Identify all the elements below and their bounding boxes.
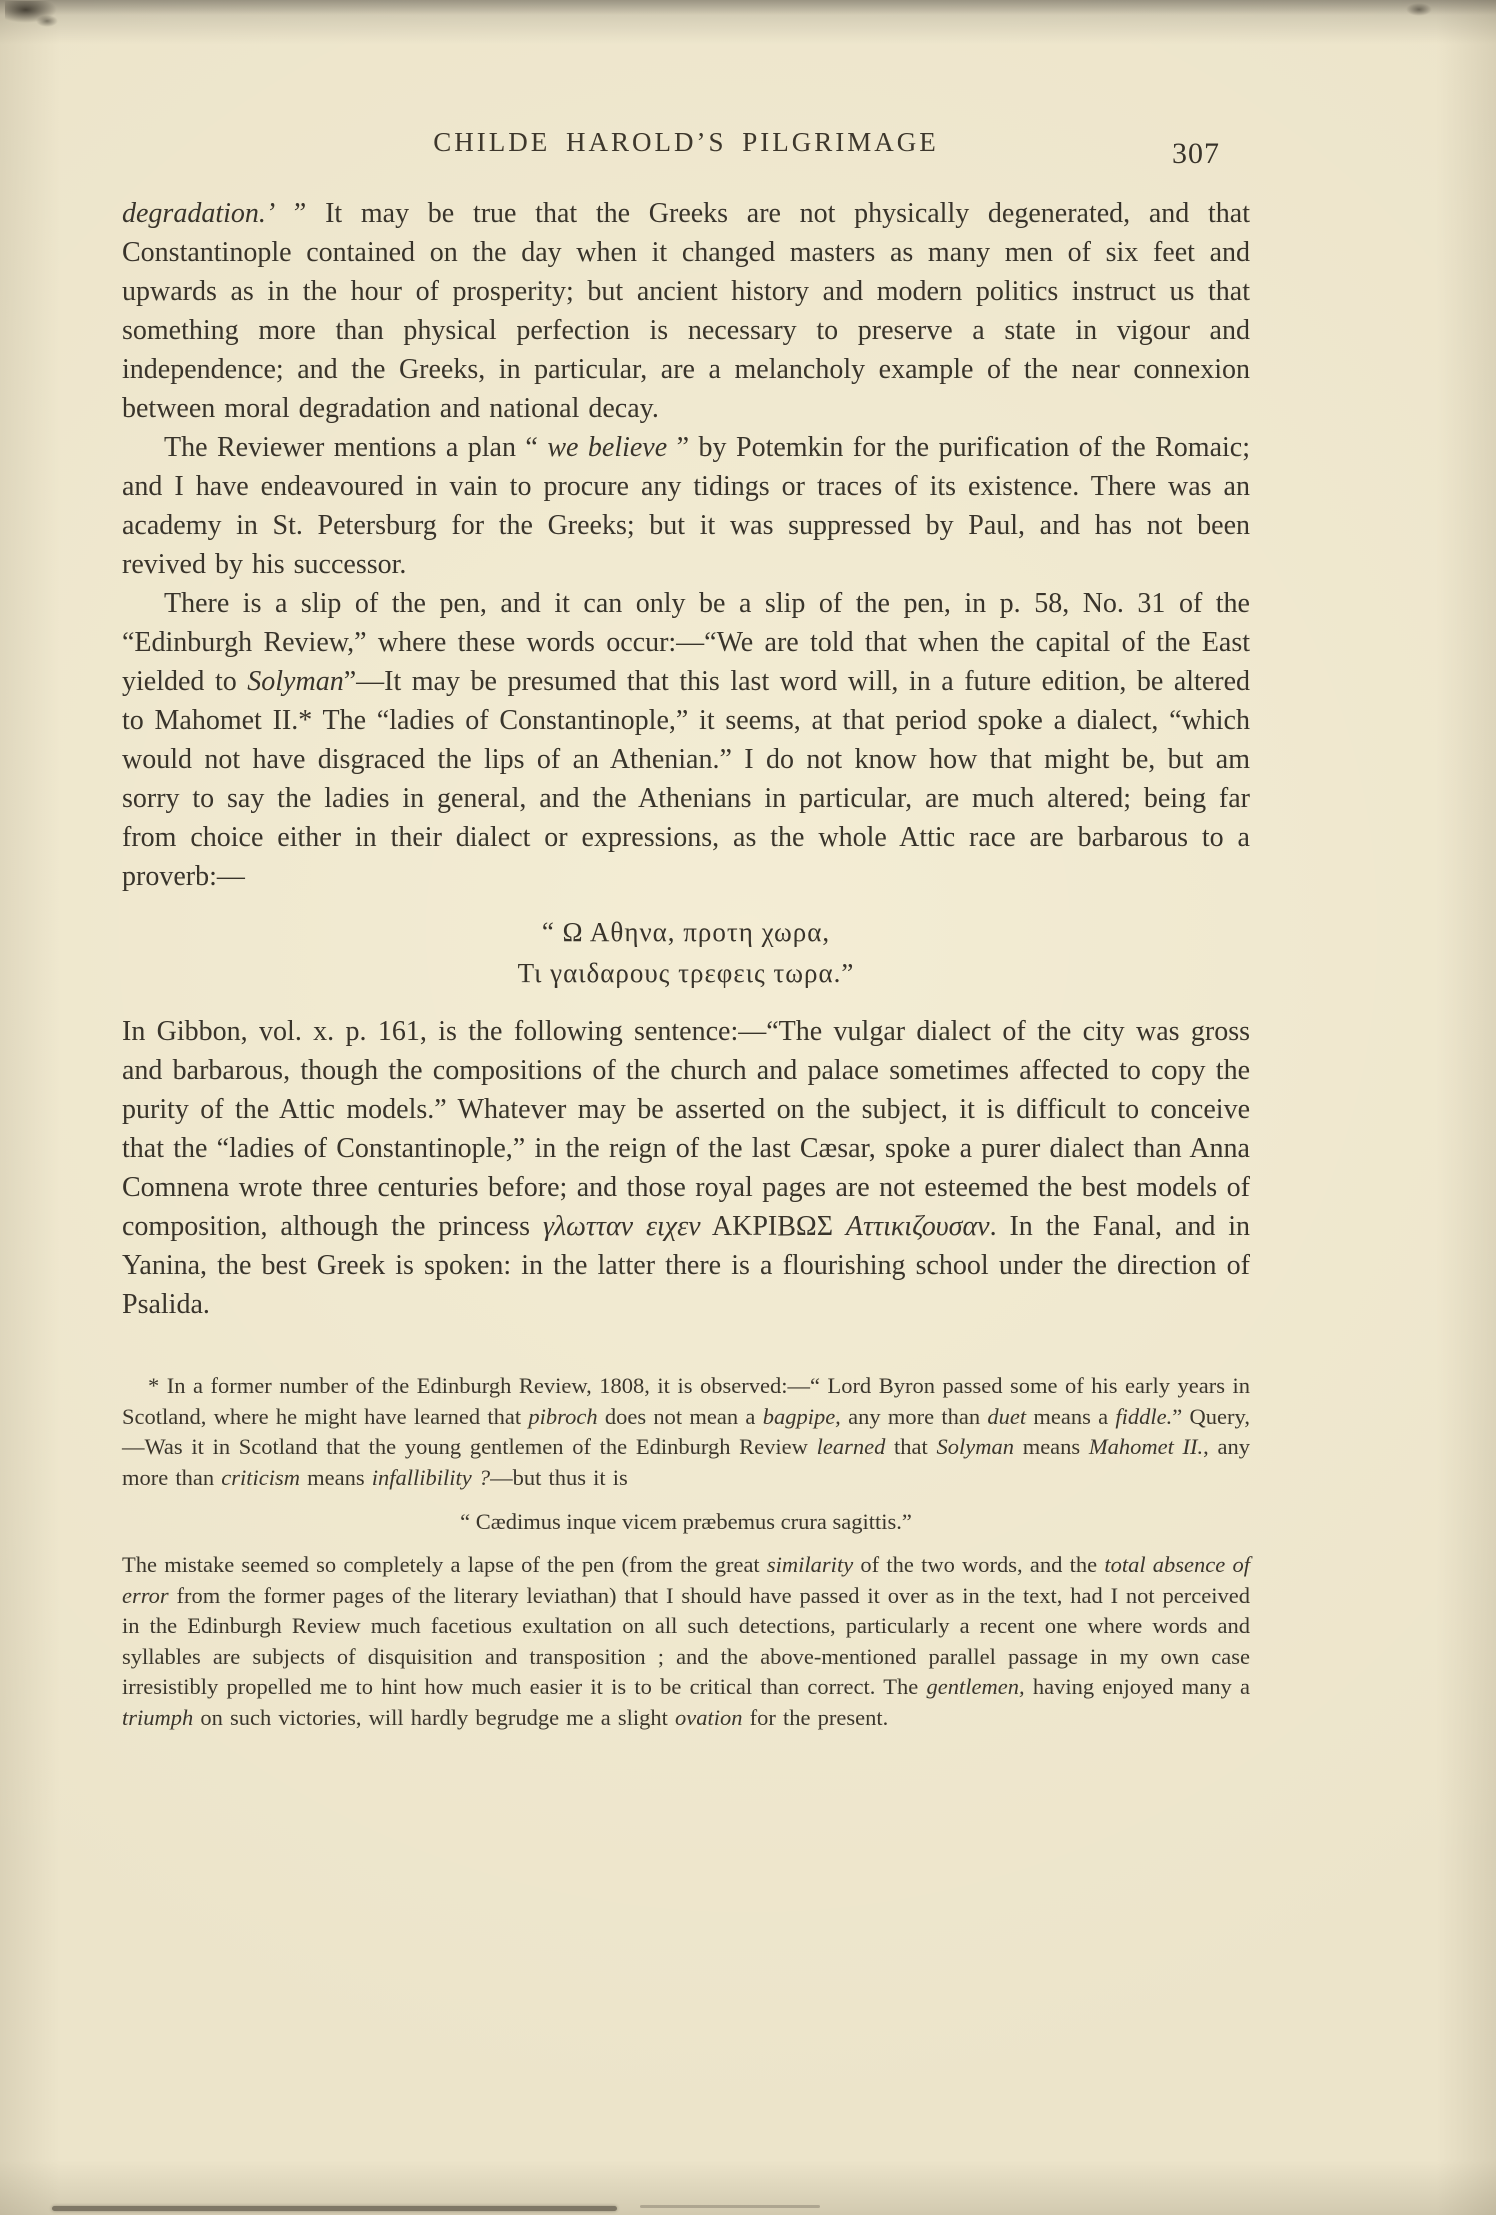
text-run: γλωτταν ειχεν: [542, 1211, 701, 1242]
text-run: from the former pages of the literary leviathan) that I should have passed it over as in the text, had I not perceived in the Edinburgh Review much facetious exultation on all such detections, particularly a recent one where words and syllables are subjects of disquisition and transposition ; and the above-mentioned parallel passage in my own case irresistibly propelled me to hint how much easier it is to be critical than correct. The: [122, 1582, 1250, 1699]
text-run: ”—It may be presumed that this last word will, in a future edition, be altered to Mahomet II.* The “ladies of Constantinople,” it seems, at that period spoke a dialect, “which would not have disgraced the lips of an Athenian.” I do not know how that might be, but am sorry to say the ladies in general, and the Athenians in particular, are much altered; being far from choice either in their dialect or expressions, as the whole Attic race are barbarous to a proverb:—: [122, 666, 1250, 892]
paragraph-slip-of-pen: [122, 584, 1250, 896]
text-run: any more than: [840, 1403, 988, 1429]
body-text: [122, 194, 1250, 1324]
text-run: It may be true that the Greeks are not physically degenerated, and that Constantinople contained on the day when it changed masters as many men of six feet and upwards as in the hour of prosperity; but ancient history and modern politics instruct us that something more than physical perfection is necessary to preserve a state in vigour and independence; and the Greeks, in particular, are a melancholy example of the near connexion between moral degradation and national decay.: [122, 198, 1250, 424]
text-run: means a: [1026, 1403, 1116, 1429]
text-run: having enjoyed many a: [1024, 1674, 1251, 1699]
text-run: for the present.: [742, 1704, 889, 1730]
verse-line: Τι γαιδαρους τρεφεις τωρα.”: [517, 958, 855, 988]
scan-artifact: [5, 1, 57, 23]
text-run: bagpipe,: [762, 1403, 841, 1429]
text-run: we believe: [547, 432, 668, 463]
running-head: [122, 0, 1250, 170]
paragraph-reviewer-plan: [122, 428, 1250, 584]
text-run: * In a former number of the Edinburgh Review, 1808, it is observed:—“ Lord Byron passed some of his early years in Scotland, where he might have learned that: [122, 1373, 1250, 1429]
text-run: ovation: [675, 1704, 743, 1730]
text-run: total absence of error: [122, 1552, 1250, 1608]
text-run: The mistake seemed so completely a lapse of the pen (from the great: [122, 1552, 767, 1577]
footnotes: [122, 1371, 1250, 1733]
footnote-asterisk: [122, 1371, 1250, 1493]
text-run: , any more than: [122, 1434, 1250, 1490]
text-run: ” by Potemkin for the purification of the Romaic; and I have endeavoured in vain to procure any tidings or traces of its existence. There was an academy in St. Petersburg for the Greeks; but it was suppressed by Paul, and has not been revived by his successor.: [122, 432, 1250, 580]
text-run: Solyman: [247, 666, 344, 697]
text-run: that: [885, 1434, 937, 1459]
text-run: ΑΚΡΙΒΩΣ: [700, 1211, 846, 1242]
text-run: ” Query,—Was it in Scotland that the young gentlemen of the Edinburgh Review: [122, 1403, 1250, 1459]
text-run: triumph: [122, 1704, 194, 1730]
text-run: on such victories, will hardly begrudge me a slight: [193, 1704, 676, 1730]
scan-artifact: [1406, 3, 1432, 16]
text-run: criticism: [221, 1464, 300, 1490]
scan-artifact: [640, 2205, 820, 2208]
text-run: similarity: [766, 1552, 854, 1577]
text-run: Αττικιζουσαν: [845, 1211, 990, 1242]
paragraph-degradation: [122, 194, 1250, 428]
page-number: 307: [1172, 137, 1220, 170]
text-run: There is a slip of the pen, and it can only be a slip of the pen, in p. 58, No. 31 of the “Edinburgh Review,” where these words occur:—“We are told that when the capital of the East yielded to: [122, 588, 1250, 697]
greek-verse: [122, 912, 1250, 994]
footnote-mistake: [122, 1550, 1250, 1733]
page-content: [122, 0, 1250, 1733]
text-run: duet: [987, 1403, 1027, 1429]
text-run: fiddle.: [1115, 1403, 1173, 1429]
footnote-latin-quote: “ Cædimus inque vicem præbemus crura sagittis.”: [460, 1509, 912, 1534]
text-run: does not mean a: [597, 1403, 763, 1429]
text-run: Mahomet II.: [1088, 1434, 1204, 1459]
text-run: gentlemen,: [926, 1674, 1025, 1699]
text-run: . In the Fanal, and in Yanina, the best Greek is spoken: in the latter there is a flourishing school under the direction of Psalida.: [122, 1211, 1250, 1320]
text-run: degradation.’ ”: [122, 198, 307, 229]
text-run: infallibility ?: [371, 1464, 491, 1490]
text-run: of the two words, and the: [853, 1552, 1105, 1577]
text-run: —but thus it is: [490, 1464, 628, 1490]
text-run: Solyman: [936, 1434, 1014, 1459]
text-run: learned: [816, 1434, 886, 1459]
scan-artifact: [36, 15, 58, 27]
text-run: pibroch: [528, 1403, 598, 1429]
verse-line: “ Ω Αθηνα, προτη χωρα,: [541, 917, 831, 947]
text-run: means: [1013, 1434, 1089, 1459]
page-title: CHILDE HAROLD’S PILGRIMAGE: [433, 127, 939, 157]
text-run: In Gibbon, vol. x. p. 161, is the following sentence:—“The vulgar dialect of the city was gross and barbarous, though the compositions of the church and palace sometimes affected to copy the purity of the Attic models.” Whatever may be asserted on the subject, it is difficult to conceive that the “ladies of Constantinople,” in the reign of the last Cæsar, spoke a purer dialect than Anna Comnena wrote three centuries before; and those royal pages are not esteemed the best models of composition, although the princess: [122, 1016, 1250, 1242]
text-run: The Reviewer mentions a plan “: [164, 432, 548, 463]
scan-artifact: [52, 2206, 617, 2211]
paragraph-gibbon: [122, 1012, 1250, 1324]
text-run: means: [299, 1464, 372, 1490]
